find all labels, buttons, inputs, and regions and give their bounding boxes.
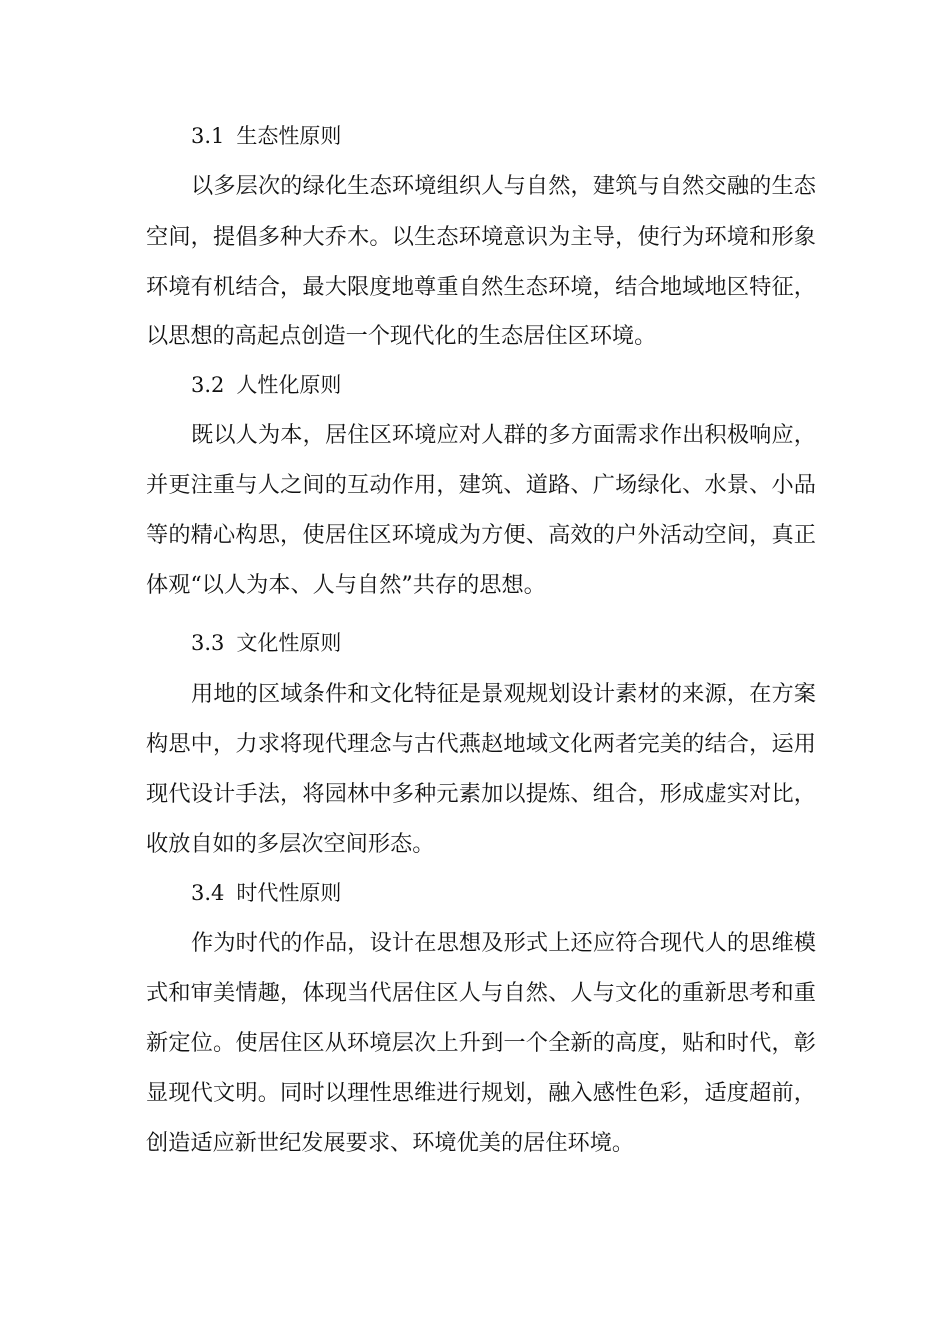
section-number: 3.1 xyxy=(191,124,225,148)
section-heading xyxy=(191,123,341,149)
paragraph-line: 既以人为本，居住区环境应对人群的多方面需求作出积极响应， xyxy=(191,422,816,448)
section-title: 时代性原则 xyxy=(236,881,342,905)
paragraph-line: 环境有机结合，最大限度地尊重自然生态环境，结合地域地区特征， xyxy=(146,274,816,300)
section-heading xyxy=(191,372,341,398)
paragraph-line: 空间，提倡多种大乔木。以生态环境意识为主导，使行为环境和形象 xyxy=(146,224,816,250)
paragraph-line: 并更注重与人之间的互动作用，建筑、道路、广场绿化、水景、小品 xyxy=(146,472,816,498)
section-heading xyxy=(191,630,341,656)
section-number: 3.3 xyxy=(191,631,225,655)
section-title: 人性化原则 xyxy=(236,373,342,397)
paragraph-line: 作为时代的作品，设计在思想及形式上还应符合现代人的思维模 xyxy=(191,930,816,956)
section-number: 3.4 xyxy=(191,881,225,905)
paragraph-line: 显现代文明。同时以理性思维进行规划，融入感性色彩，适度超前， xyxy=(146,1080,816,1106)
section-heading xyxy=(191,880,341,906)
section-number: 3.2 xyxy=(191,373,225,397)
paragraph-line: 收放自如的多层次空间形态。 xyxy=(146,831,435,857)
paragraph-line: 创造适应新世纪发展要求、环境优美的居住环境。 xyxy=(146,1130,635,1156)
paragraph-line: 新定位。使居住区从环境层次上升到一个全新的高度，贴和时代，彰 xyxy=(146,1030,816,1056)
paragraph-line: 构思中，力求将现代理念与古代燕赵地域文化两者完美的结合，运用 xyxy=(146,731,816,757)
paragraph-line: 以思想的高起点创造一个现代化的生态居住区环境。 xyxy=(146,323,657,349)
section-title: 生态性原则 xyxy=(236,124,342,148)
paragraph-line: 体观“以人为本、人与自然”共存的思想。 xyxy=(146,572,546,598)
paragraph-line: 等的精心构思，使居住区环境成为方便、高效的户外活动空间，真正 xyxy=(146,522,816,548)
paragraph-line: 以多层次的绿化生态环境组织人与自然，建筑与自然交融的生态 xyxy=(191,173,816,199)
section-title: 文化性原则 xyxy=(236,631,342,655)
paragraph-line: 式和审美情趣，体现当代居住区人与自然、人与文化的重新思考和重 xyxy=(146,980,816,1006)
paragraph-line: 用地的区域条件和文化特征是景观规划设计素材的来源，在方案 xyxy=(191,681,816,707)
paragraph-line: 现代设计手法，将园林中多种元素加以提炼、组合，形成虚实对比， xyxy=(146,781,816,807)
